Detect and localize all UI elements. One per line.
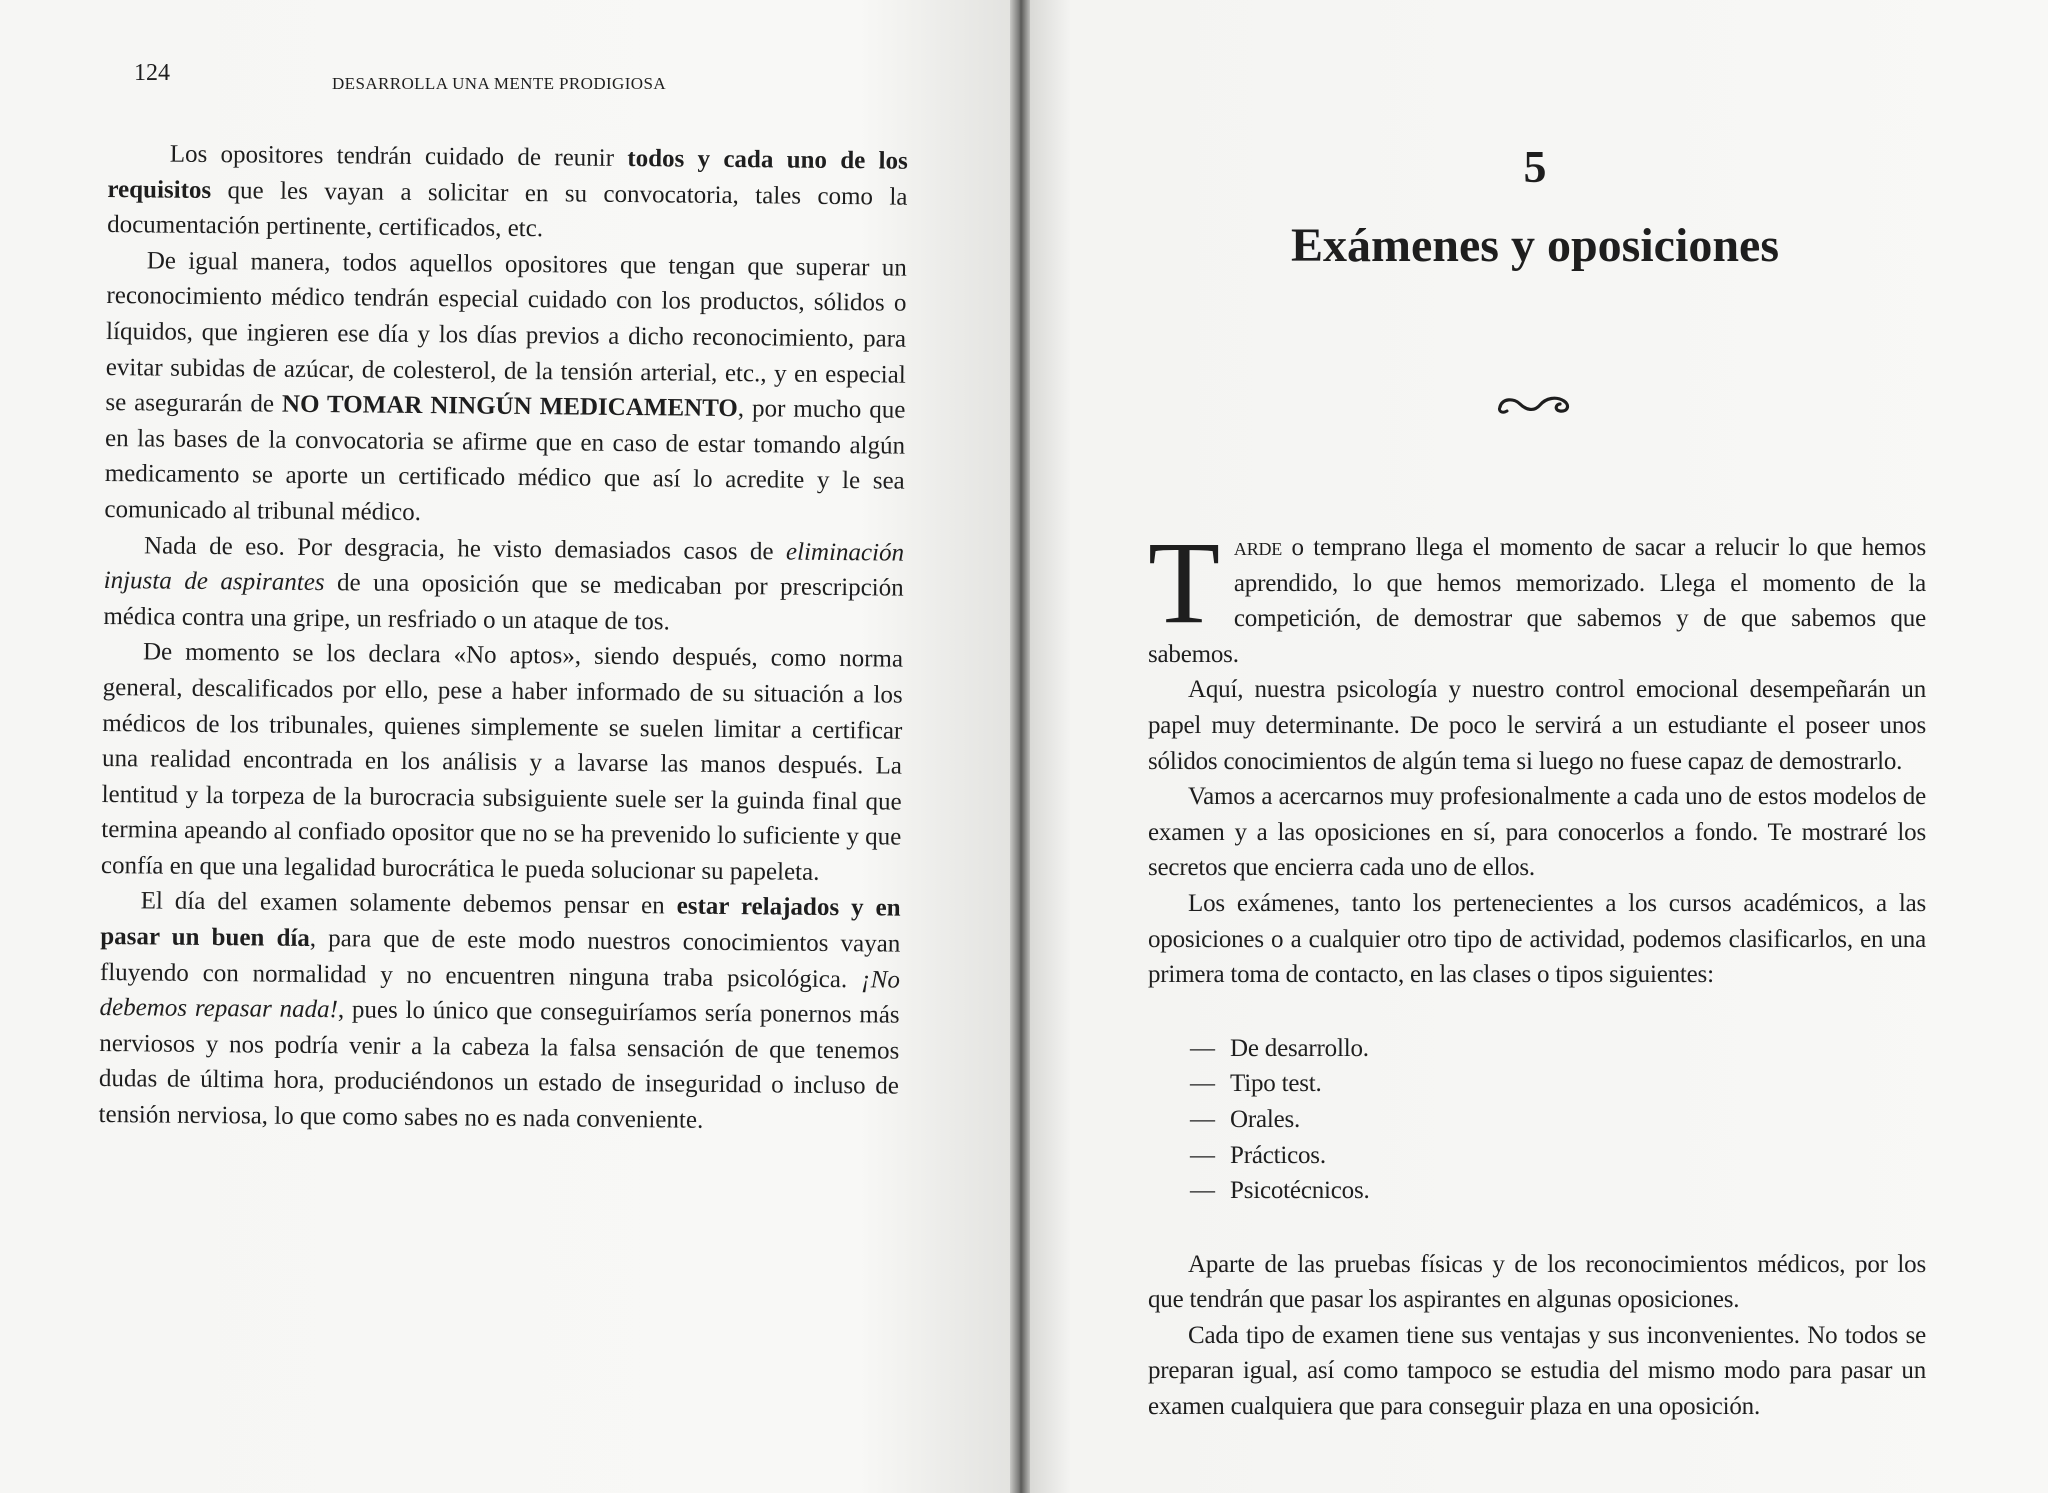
list-item-label: Orales. xyxy=(1230,1105,1301,1133)
list-item xyxy=(1190,1102,1926,1138)
paragraph: Aquí, nuestra psicología y nuestro control emocional desempeñarán un papel muy determinante. De poco le servirá a un estudiante el poseer unos sólidos conocimientos de algún tema si luego no fuese capaz de demostrarlo. xyxy=(1148,676,1926,775)
list-item xyxy=(1190,1066,1926,1102)
text-run: o temprano llega el momento de sacar a relucir lo que hemos aprendido, lo que hemos memorizado. Llega el momento de la competición, de demostrar que sabemos y de que sabemos que sabemos. xyxy=(1148,534,1926,668)
drop-cap: T xyxy=(1148,517,1220,648)
book-gutter xyxy=(1010,0,1030,1493)
list-item xyxy=(1190,1031,1926,1067)
text-run: de una oposición que se medicaban por prescripción médica contra una gripe, un resfriado o un ataque de tos. xyxy=(103,569,904,636)
swash-ornament-icon xyxy=(1494,392,1574,418)
bold-text: estar relajados y en pasar un buen día xyxy=(100,892,901,953)
text-run: El día del examen solamente debemos pensar en xyxy=(140,887,677,920)
list-item-label: Tipo test. xyxy=(1230,1070,1322,1098)
bold-text: todos y cada uno de los requisitos xyxy=(107,144,908,204)
bold-text: NO TOMAR NINGÚN MEDICAMENTO xyxy=(281,390,738,423)
paragraph: Aparte de las pruebas físicas y de los reconocimientos médicos, por los que tendrán que pasar los aspirantes en algunas oposiciones. xyxy=(1148,1250,1926,1314)
list-dash: — xyxy=(1190,1141,1215,1169)
italic-text: ¡No debemos repasar nada! xyxy=(99,965,901,1024)
italic-text: eliminación injusta de aspirantes xyxy=(103,538,905,597)
list-item xyxy=(1190,1173,1926,1209)
list-item xyxy=(1190,1138,1926,1174)
paragraph: Cada tipo de examen tiene sus ventajas y sus inconvenientes. No todos se preparan igual, así como tampoco se estudia del mismo modo para pasar un examen cualquiera que para conseguir plaza en una oposición. xyxy=(1148,1321,1926,1421)
text-run: , pues lo único que conseguiríamos sería ponernos más nerviosos y nos podría venir a la cabeza la falsa sensación de que tenemos dudas de última hora, produciéndonos un estado de inseguridad o incluso de tensión nerviosa, lo que como sabes no es nada conveniente. xyxy=(98,996,900,1134)
small-caps-text: arde xyxy=(1233,534,1283,561)
left-page-body xyxy=(98,136,908,1140)
text-run: , por mucho que en las bases de la convocatoria se afirme que en caso de estar tomando algún medicamento se aporte un certificado médico que así lo acredite y le sea comunicado al tribunal médico. xyxy=(104,395,906,526)
paragraph xyxy=(98,883,900,1140)
paragraph xyxy=(104,243,907,535)
right-page-body xyxy=(1148,517,1926,1425)
text-run: De igual manera, todos aquellos opositores que tengan que superar un reconocimiento médico tendrán especial cuidado con los productos, sólidos o líquidos, que ingieren ese día y los días previos a dicho reconocimiento, para evitar subidas de azúcar, de colesterol, de la tensión arterial, etc., y en especial se asegurarán de xyxy=(105,247,907,418)
exam-types-list xyxy=(1190,1031,1926,1209)
list-dash: — xyxy=(1190,1034,1215,1062)
text-run: Los opositores tendrán cuidado de reunir xyxy=(169,140,628,172)
intro-paragraph xyxy=(1148,517,1926,672)
text-run: , para que de este modo nuestros conocimientos vayan fluyendo con normalidad y no encuentren ninguna traba psicológica. xyxy=(99,925,901,993)
paragraph xyxy=(103,528,904,642)
page-number: 124 xyxy=(134,60,170,86)
chapter-title: Exámenes y oposiciones xyxy=(1290,219,1779,272)
left-page xyxy=(0,0,1010,1493)
list-dash: — xyxy=(1190,1177,1215,1205)
text-run: Nada de eso. Por desgracia, he visto demasiados casos de xyxy=(143,531,787,566)
chapter-number: 5 xyxy=(1523,141,1547,192)
list-item-label: Prácticos. xyxy=(1230,1141,1326,1169)
list-dash: — xyxy=(1190,1105,1215,1133)
list-item-label: De desarrollo. xyxy=(1230,1034,1369,1062)
paragraph: De momento se los declara «No aptos», siendo después, como norma general, descalificados por ello, pese a haber informado de su situación a los médicos de los tribunales, quienes simplemente se suelen limitar a certificar una realidad encontrada en los análisis y a lavarse las manos después. La lentitud y la torpeza de la burocracia subsiguiente suele ser la guinda final que termina apeando al confiado opositor que no se ha prevenido lo suficiente y que confía en que una legalidad burocrática le pueda solucionar su papeleta. xyxy=(100,638,904,886)
running-header: DESARROLLA UNA MENTE PRODIGIOSA xyxy=(332,74,666,93)
text-run: que les vayan a solicitar en su convocatoria, tales como la documentación pertinente, certificados, etc. xyxy=(107,176,908,243)
list-dash: — xyxy=(1190,1070,1215,1098)
paragraph: Los exámenes, tanto los pertenecientes a los cursos académicos, a las oposiciones o a cualquier otro tipo de actividad, podemos clasificarlos, en una primera toma de contacto, en las clases o tipos siguientes: xyxy=(1148,889,1926,989)
paragraph: Vamos a acercarnos muy profesionalmente a cada uno de estos modelos de examen y a las oposiciones en sí, para conocerlos a fondo. Te mostraré los secretos que encierra cada uno de ellos. xyxy=(1148,783,1926,882)
paragraph xyxy=(107,136,908,250)
list-item-label: Psicotécnicos. xyxy=(1230,1177,1370,1205)
